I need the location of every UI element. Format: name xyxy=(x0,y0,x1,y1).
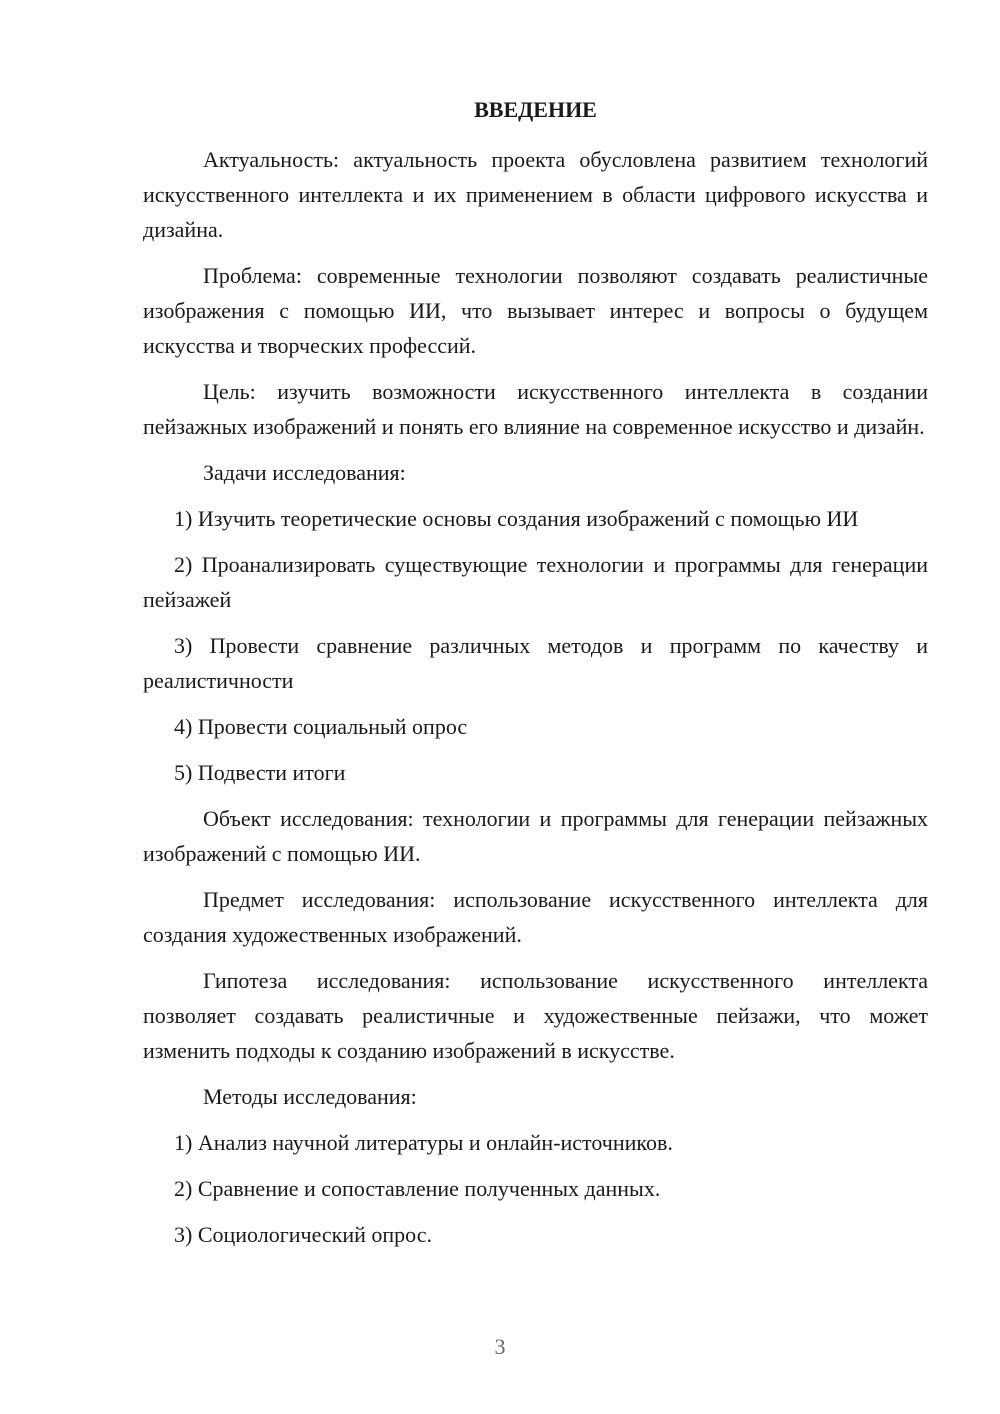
method-item: 1) Анализ научной литературы и онлайн-источников. xyxy=(174,1130,673,1155)
method-item: 3) Социологический опрос. xyxy=(174,1222,432,1247)
object-paragraph: Объект исследования: технологии и программы для генерации пейзажных изображений с помощью ИИ. xyxy=(143,806,928,866)
methods-heading: Методы исследования: xyxy=(203,1084,417,1109)
task-item: 3) Провести сравнение различных методов и программ по качеству и реалистичности xyxy=(143,633,928,693)
task-item: 2) Проанализировать существующие технологии и программы для генерации пейзажей xyxy=(143,552,928,612)
problem-paragraph: Проблема: современные технологии позволяют создавать реалистичные изображения с помощью ИИ, что вызывает интерес и вопросы о будущем искусства и творческих профессий. xyxy=(143,263,928,358)
tasks-heading: Задачи исследования: xyxy=(203,460,406,485)
relevance-paragraph: Актуальность: актуальность проекта обусловлена развитием технологий искусственного интеллекта и их применением в области цифрового искусства и дизайна. xyxy=(143,147,928,242)
task-item: 4) Провести социальный опрос xyxy=(174,714,468,739)
method-item: 2) Сравнение и сопоставление полученных данных. xyxy=(174,1176,661,1201)
goal-paragraph: Цель: изучить возможности искусственного интеллекта в создании пейзажных изображений и понять его влияние на современное искусство и дизайн. xyxy=(143,379,928,439)
subject-paragraph: Предмет исследования: использование искусственного интеллекта для создания художественных изображений. xyxy=(143,887,928,947)
task-item: 1) Изучить теоретические основы создания изображений с помощью ИИ xyxy=(174,506,859,531)
hypothesis-paragraph: Гипотеза исследования: использование искусственного интеллекта позволяет создавать реалистичные и художественные пейзажи, что может изменить подходы к созданию изображений в искусстве. xyxy=(143,968,928,1063)
document-page xyxy=(143,92,928,1263)
document-title: ВВЕДЕНИЕ xyxy=(474,97,597,122)
task-item: 5) Подвести итоги xyxy=(174,760,346,785)
page-number: 3 xyxy=(494,1334,506,1359)
